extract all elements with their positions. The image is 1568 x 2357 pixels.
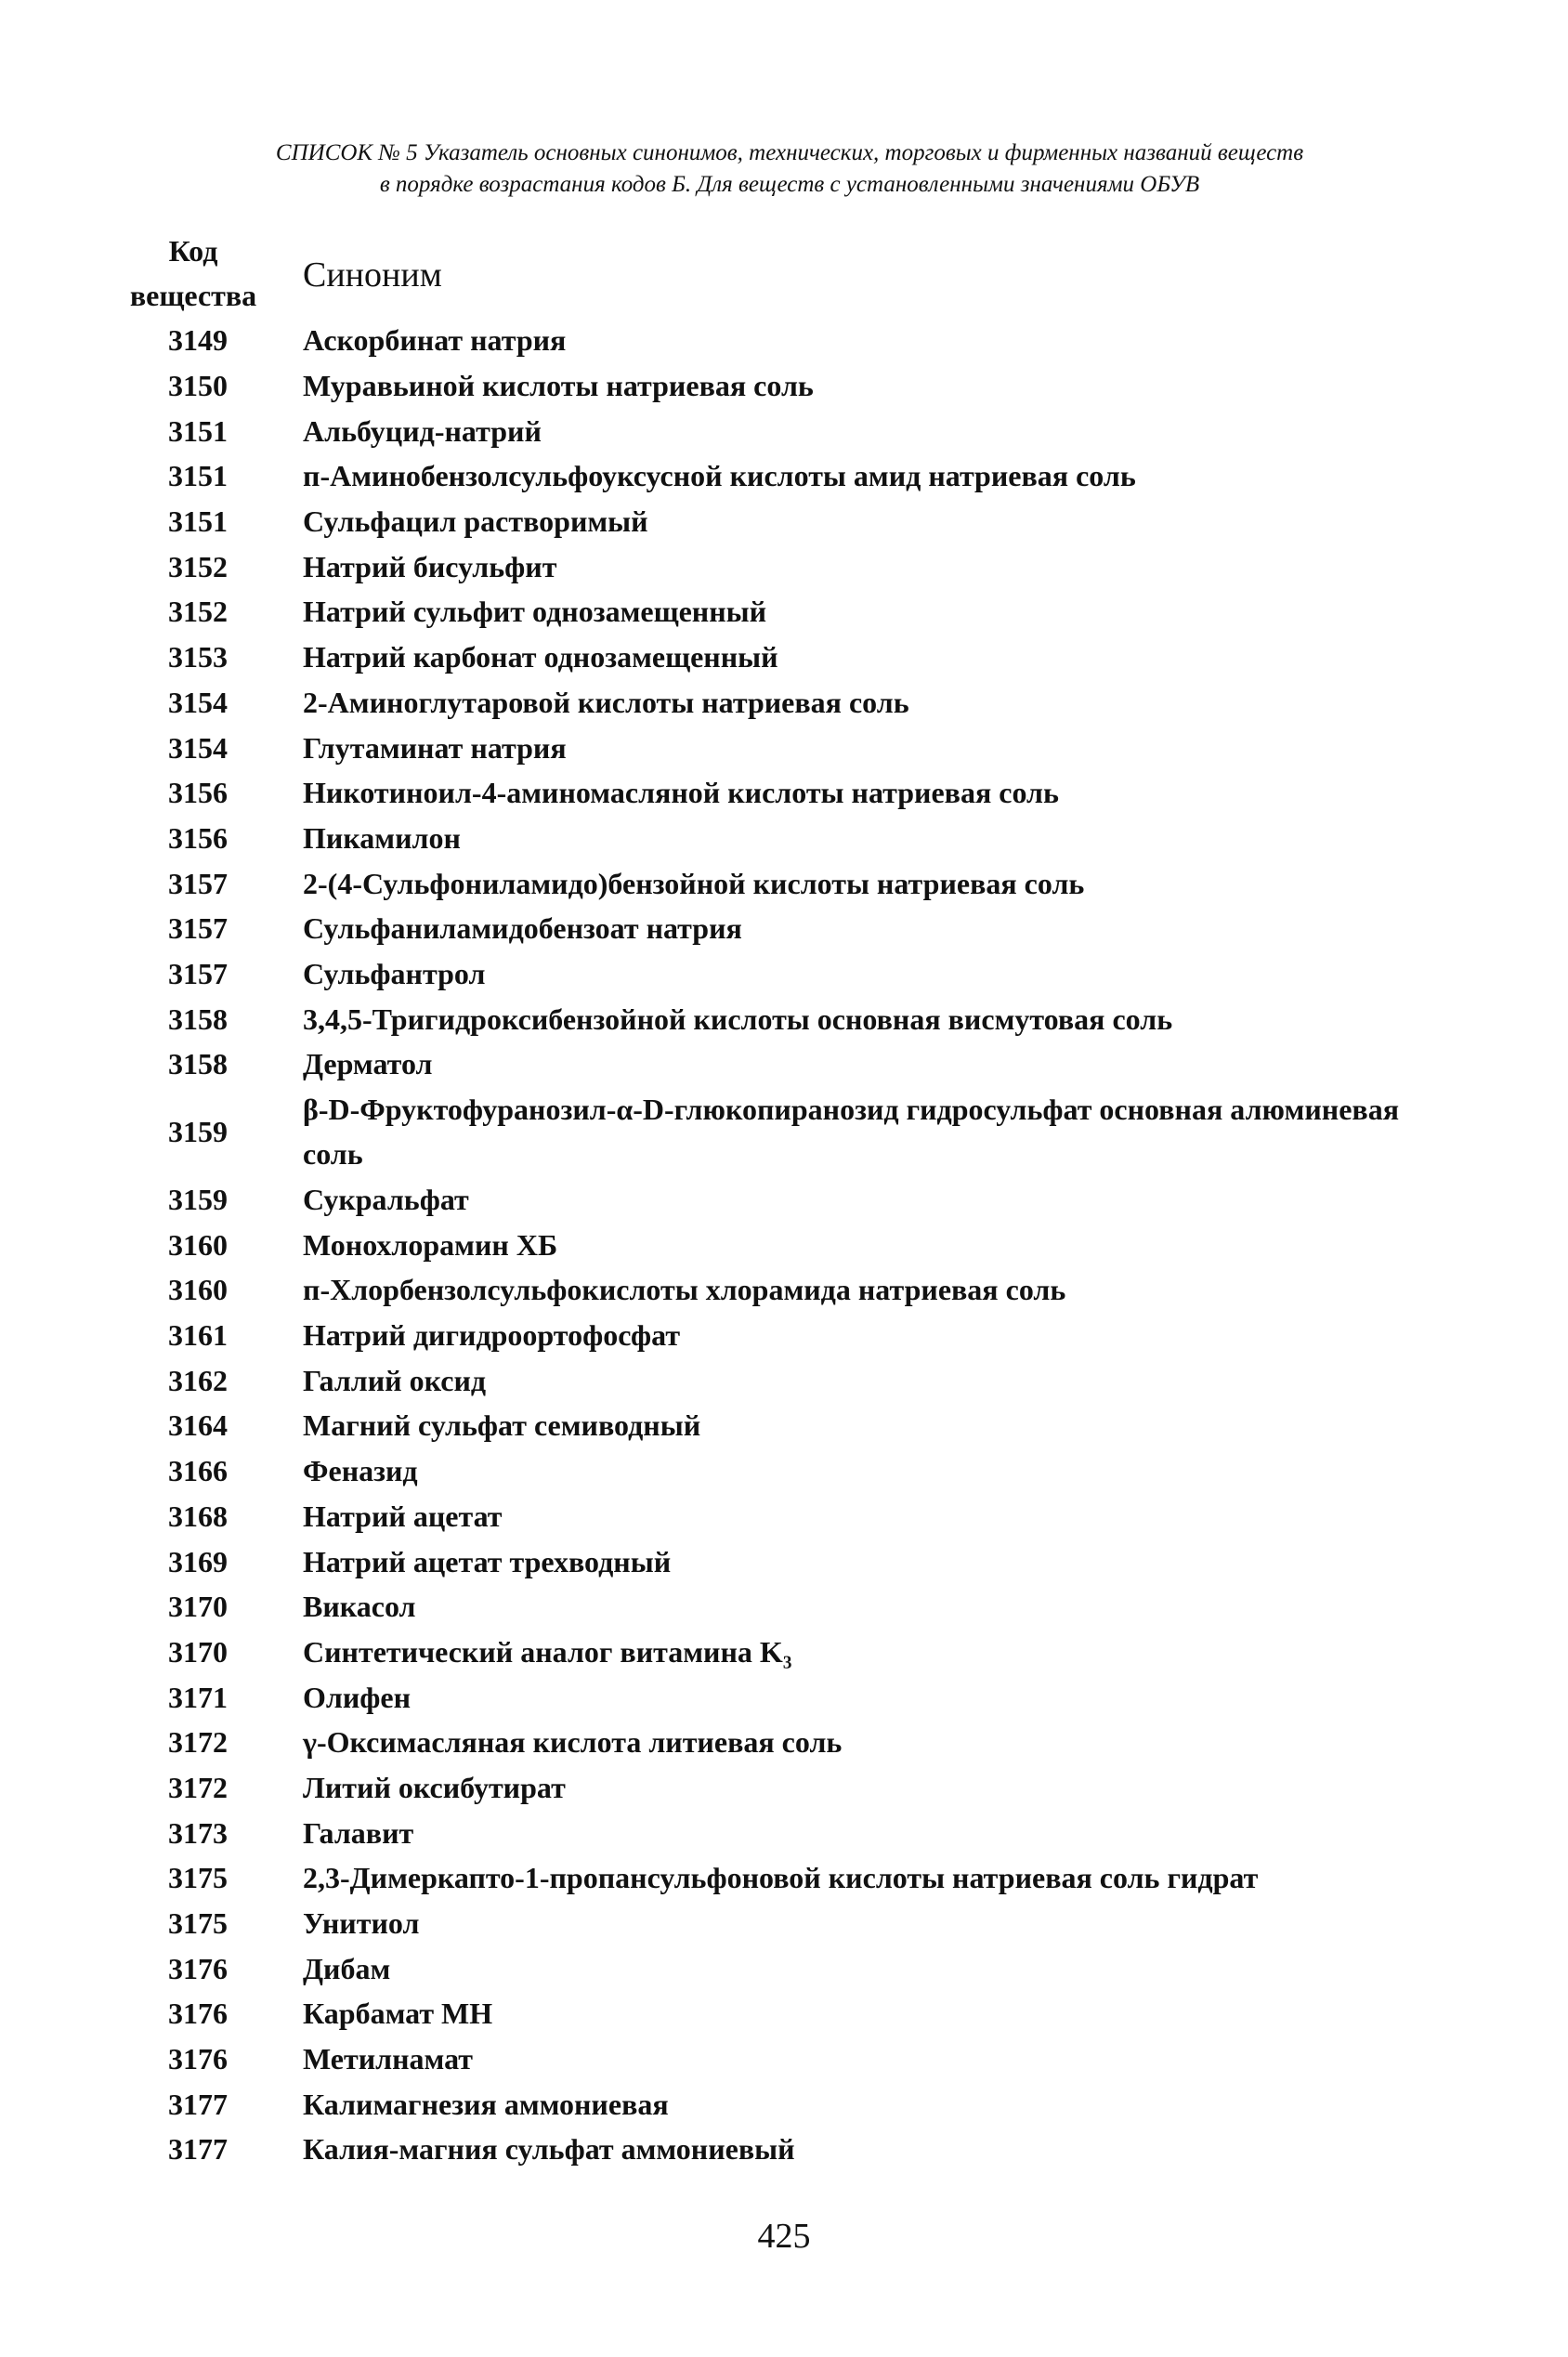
- synonym-name: Сульфаниламидобензоат натрия: [303, 911, 742, 946]
- table-row: [0, 1855, 1568, 1901]
- substance-code: 3156: [168, 776, 228, 810]
- substance-code: 3156: [168, 820, 228, 855]
- substance-code: 3160: [168, 1273, 228, 1307]
- substance-code: 3151: [168, 413, 228, 448]
- substance-code: 3176: [168, 1951, 228, 1985]
- substance-code: 3168: [168, 1499, 228, 1533]
- substance-code: 3152: [168, 549, 228, 583]
- column-header-code-line-2: вещества: [129, 279, 257, 312]
- table-row: [0, 1448, 1568, 1494]
- substance-code: 3171: [168, 1680, 228, 1714]
- synonym-name: Дерматол: [303, 1047, 433, 1081]
- substance-code: 3158: [168, 1002, 228, 1036]
- substance-code: 3177: [168, 2132, 228, 2167]
- table-row: [0, 1901, 1568, 1946]
- table-row: [0, 318, 1568, 363]
- substance-code: 3170: [168, 1590, 228, 1624]
- header-line-1: СПИСОК № 5 Указатель основных синонимов, технических, торговых и фирменных названий веществ: [275, 140, 1304, 165]
- table-row: [0, 906, 1568, 951]
- synonym-name: Унитиол: [303, 1906, 420, 1941]
- substance-code: 3157: [168, 956, 228, 990]
- substance-code: 3172: [168, 1770, 228, 1804]
- header-line-2: в порядке возрастания кодов Б. Для веществ с установленными значениями ОБУВ: [379, 172, 1200, 197]
- table-row: [0, 1313, 1568, 1358]
- substance-code: 3175: [168, 1906, 228, 1941]
- table-row: [0, 453, 1568, 499]
- substance-code: 3151: [168, 504, 228, 539]
- table-row: [0, 589, 1568, 635]
- table-row: [0, 1222, 1568, 1267]
- substance-code: 3170: [168, 1634, 228, 1669]
- column-header-synonym: Синоним: [303, 255, 442, 295]
- synonym-name: Аскорбинат натрия: [303, 323, 567, 358]
- synonym-name: Альбуцид-натрий: [303, 413, 542, 448]
- synonym-name: 2-(4-Сульфониламидо)бензойной кислоты натриевая соль: [303, 866, 1085, 900]
- substance-code: 3152: [168, 595, 228, 629]
- synonym-name: Галлий оксид: [303, 1363, 487, 1397]
- substance-code: 3161: [168, 1318, 228, 1353]
- substance-code: 3158: [168, 1047, 228, 1081]
- substance-code: 3157: [168, 866, 228, 900]
- substance-code: 3172: [168, 1725, 228, 1760]
- synonym-name: п-Хлорбензолсульфокислоты хлорамида натриевая соль: [303, 1273, 1066, 1307]
- synonym-name: 2,3-Димеркапто-1-пропансульфоновой кислоты натриевая соль гидрат: [303, 1861, 1259, 1895]
- table-row: [0, 499, 1568, 544]
- table-row: [0, 860, 1568, 906]
- table-row: [0, 1494, 1568, 1539]
- synonym-name: Феназид: [303, 1454, 418, 1488]
- substance-code: 3166: [168, 1454, 228, 1488]
- table-row: [0, 363, 1568, 409]
- synonym-name: Муравьиной кислоты натриевая соль: [303, 369, 814, 403]
- synonym-name: Монохлорамин ХБ: [303, 1227, 558, 1262]
- synonym-name: γ-Оксимасляная кислота литиевая соль: [303, 1725, 843, 1760]
- substance-code: 3176: [168, 2042, 228, 2076]
- synonym-name: Натрий дигидроортофосфат: [303, 1318, 681, 1353]
- substance-code: 3150: [168, 369, 228, 403]
- synonym-name: Галавит: [303, 1815, 414, 1850]
- substance-code: 3159: [168, 1115, 228, 1149]
- table-row: [0, 2036, 1568, 2082]
- table-row: [0, 1810, 1568, 1855]
- substance-code: 3177: [168, 2087, 228, 2121]
- table-row: [0, 816, 1568, 861]
- synonym-name: Магний сульфат семиводный: [303, 1408, 701, 1443]
- table-row: [0, 1674, 1568, 1720]
- table-row: [0, 2127, 1568, 2172]
- table-row: [0, 1041, 1568, 1087]
- synonym-name: 2-Аминоглутаровой кислоты натриевая соль: [303, 685, 909, 719]
- synonym-name: 3,4,5-Тригидроксибензойной кислоты основная висмутовая соль: [303, 1002, 1173, 1036]
- synonym-name: Натрий бисульфит: [303, 549, 557, 583]
- substance-code: 3153: [168, 640, 228, 674]
- substance-code: 3151: [168, 459, 228, 493]
- synonym-name: Дибам: [303, 1951, 391, 1985]
- table-row: [0, 1087, 1568, 1177]
- table-row: [0, 635, 1568, 680]
- table-row: [0, 1267, 1568, 1313]
- table-row: [0, 725, 1568, 770]
- table-row: [0, 996, 1568, 1041]
- substance-code: 3175: [168, 1861, 228, 1895]
- table-row: [0, 1945, 1568, 1991]
- synonym-name: β-D-Фруктофуранозил-α-D-глюкопиранозид гидросульфат основная алюминевая соль: [303, 1093, 1400, 1172]
- substance-code: 3157: [168, 911, 228, 946]
- table-row: [0, 408, 1568, 453]
- synonym-name: Натрий ацетат трехводный: [303, 1544, 672, 1578]
- substance-code: 3173: [168, 1815, 228, 1850]
- table-row: [0, 1357, 1568, 1403]
- table-row: [0, 1720, 1568, 1765]
- synonym-name: Пикамилон: [303, 820, 461, 855]
- table-row: [0, 1584, 1568, 1630]
- synonym-name: Натрий ацетат: [303, 1499, 503, 1533]
- substance-code: 3164: [168, 1408, 228, 1443]
- synonym-name: п-Аминобензолсульфоуксусной кислоты амид натриевая соль: [303, 459, 1136, 493]
- table-row: [0, 1177, 1568, 1223]
- column-header-code: [100, 229, 286, 318]
- synonym-name: Сульфацил растворимый: [303, 504, 648, 539]
- table-row: [0, 1991, 1568, 2036]
- table-row: [0, 543, 1568, 589]
- page-number: 425: [757, 2217, 811, 2256]
- table-row: [0, 2081, 1568, 2127]
- synonym-name: Никотиноил-4-аминомасляной кислоты натриевая соль: [303, 776, 1059, 810]
- substance-code: 3154: [168, 685, 228, 719]
- table-row: [0, 1765, 1568, 1811]
- table-row: [0, 951, 1568, 997]
- synonym-name: Синтетический аналог витамина K₃: [303, 1634, 792, 1669]
- table-row: [0, 680, 1568, 726]
- substance-code: 3176: [168, 1997, 228, 2031]
- synonym-table: [0, 318, 1568, 2172]
- synonym-name: Калимагнезия аммониевая: [303, 2087, 669, 2121]
- synonym-name: Сульфантрол: [303, 956, 486, 990]
- substance-code: 3159: [168, 1183, 228, 1217]
- synonym-name: Метилнамат: [303, 2042, 473, 2076]
- synonym-name: Олифен: [303, 1680, 412, 1714]
- synonym-name: Литий оксибутират: [303, 1770, 566, 1804]
- synonym-name: Глутаминат натрия: [303, 730, 567, 765]
- table-row: [0, 1630, 1568, 1675]
- table-row: [0, 1403, 1568, 1448]
- list-header: [139, 137, 1440, 201]
- table-row: [0, 770, 1568, 816]
- synonym-name: Сукральфат: [303, 1183, 469, 1217]
- synonym-name: Карбамат МН: [303, 1997, 493, 2031]
- substance-code: 3149: [168, 323, 228, 358]
- substance-code: 3154: [168, 730, 228, 765]
- synonym-name: Калия-магния сульфат аммониевый: [303, 2132, 795, 2167]
- column-header-code-line-1: Код: [168, 234, 218, 268]
- substance-code: 3160: [168, 1227, 228, 1262]
- substance-code: 3169: [168, 1544, 228, 1578]
- substance-code: 3162: [168, 1363, 228, 1397]
- table-row: [0, 1539, 1568, 1584]
- synonym-name: Натрий карбонат однозамещенный: [303, 640, 778, 674]
- synonym-name: Натрий сульфит однозамещенный: [303, 595, 767, 629]
- synonym-name: Викасол: [303, 1590, 416, 1624]
